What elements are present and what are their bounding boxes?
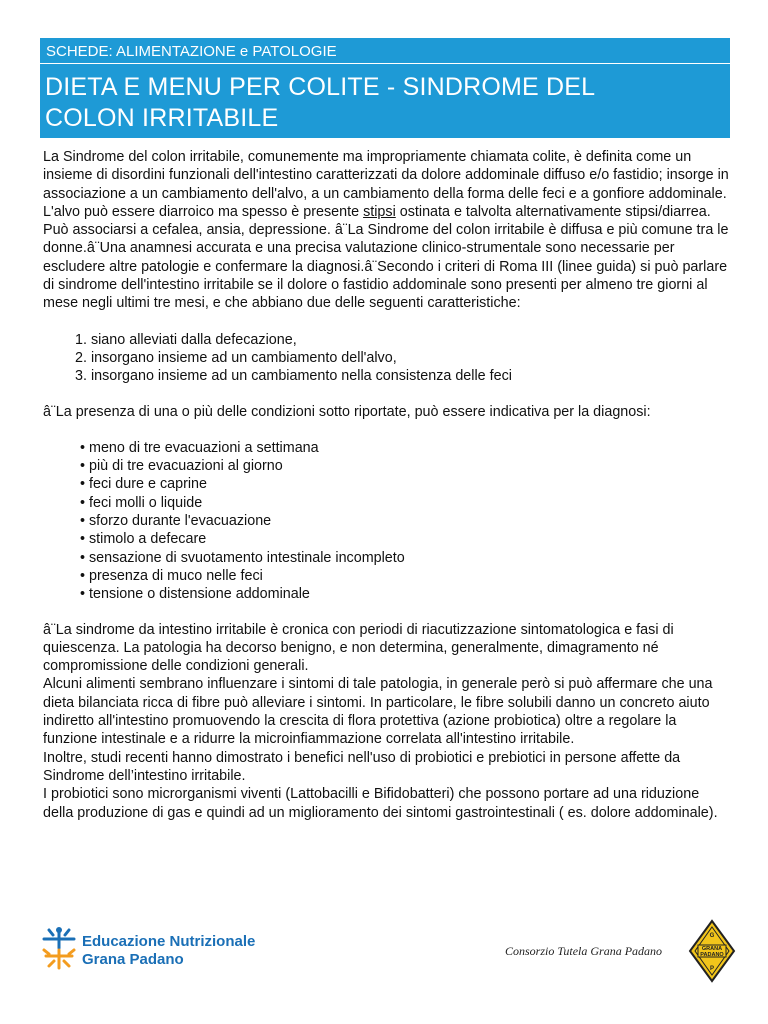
consorzio-signature: Consorzio Tutela Grana Padano bbox=[505, 944, 663, 958]
intro-text-1: La Sindrome del colon irritabile, comunemente ma impropriamente chiamata colite, è definita come un insieme di disordini funzionali dell'intestino caratterizzati da dolore addominale diffuso e/o fastidio; insorge in associazione a un cambiamento dell'alvo, a un cambiamento della forma delle feci e a gonfiore addominale. L'alvo può essere diarroico ma spesso è presente bbox=[43, 149, 729, 220]
list-item: • feci molli o liquide bbox=[80, 494, 730, 512]
conditions-list bbox=[43, 439, 730, 604]
intro-text-2: ostinata e talvolta alternativamente stipsi/diarrea. Può associarsi a cefalea, ansia, depressione. â¨La Sindrome del colon irritabile è diffusa e più comune tra le donne.â¨Una anamnesi accurata e una precisa valutazione clinico-strumentale sono necessarie per escludere altre patologie e confermare la diagnosi.â¨Secondo i criteri di Roma III (linee guida) si può parlare di sindrome dell'intestino irritabile se il dolore o fastidio addominale sono presenti per almeno tre giorni al mese negli ultimi tre mesi, e che abbiano due delle seguenti caratteristiche: bbox=[43, 203, 729, 312]
paragraph: Alcuni alimenti sembrano influenzare i sintomi di tale patologia, in generale però si può affermare che una dieta bilanciata ricca di fibre può alleviare i sintomi. In particolare, le fibre solubili danno un concreto aiuto indiretto all'intestino promuovendo la crescita di flora protettiva (azione probiotica) oltre a regolare la funzione intestinale e a ridurre la microinfiammazione correlata all'intestino irritabile. bbox=[43, 676, 713, 748]
educazione-nutrizionale-logo bbox=[40, 926, 280, 974]
list-item: 1. siano alleviati dalla defecazione, bbox=[75, 331, 297, 348]
list-item: • sforzo durante l'evacuazione bbox=[80, 512, 730, 530]
list-item: • stimolo a defecare bbox=[80, 530, 730, 548]
page-title bbox=[40, 64, 730, 138]
intro-paragraph bbox=[43, 148, 730, 313]
list-item: • presenza di muco nelle feci bbox=[80, 567, 730, 585]
article-body bbox=[40, 148, 730, 822]
list-item: • sensazione di svuotamento intestinale incompleto bbox=[80, 549, 730, 567]
snowflake-figure-icon bbox=[40, 926, 78, 972]
conditions-intro: â¨La presenza di una o più delle condizioni sotto riportate, può essere indicativa per la diagnosi: bbox=[43, 403, 651, 420]
list-item: • tensione o distensione addominale bbox=[80, 585, 730, 603]
paragraph: I probiotici sono microrganismi viventi (Lattobacilli e Bifidobatteri) che possono portare ad una riduzione della produzione di gas e quindi ad un miglioramento dei sintomi gastrointestinali ( es. dolore addominale). bbox=[43, 786, 718, 821]
list-item: • feci dure e caprine bbox=[80, 475, 730, 493]
paragraph: â¨La sindrome da intestino irritabile è cronica con periodi di riacutizzazione sintomatologica e fasi di quiescenza. La patologia ha decorso benigno, e non determina, generalmente, dimagramento né compromissione delle condizioni generali. bbox=[43, 621, 674, 675]
document-page bbox=[40, 38, 730, 822]
title-line-1: DIETA E MENU PER COLITE - SINDROME DEL bbox=[45, 73, 596, 101]
brand-line-1: Educazione Nutrizionale bbox=[82, 933, 256, 950]
grana-padano-logo bbox=[688, 919, 736, 983]
list-item: 2. insorgano insieme ad un cambiamento dell'alvo, bbox=[75, 349, 397, 366]
logo-text-grana: GRANA bbox=[701, 946, 723, 952]
logo-text-padano: PADANO bbox=[700, 952, 724, 958]
criteria-list bbox=[43, 331, 730, 386]
stipsi-link[interactable]: stipsi bbox=[363, 203, 396, 220]
brand-name bbox=[82, 933, 255, 969]
title-line-2: COLON IRRITABILE bbox=[45, 104, 279, 132]
brand-line-2: Grana Padano bbox=[82, 951, 184, 968]
category-header: SCHEDE: ALIMENTAZIONE e PATOLOGIE bbox=[40, 38, 730, 64]
logo-letter-p: P bbox=[709, 966, 715, 972]
list-item: • meno di tre evacuazioni a settimana bbox=[80, 439, 730, 457]
paragraph: Inoltre, studi recenti hanno dimostrato i benefici nell'uso di probiotici e prebiotici in persone affette da Sindrome dell’intestino irritabile. bbox=[43, 749, 681, 784]
list-item: 3. insorgano insieme ad un cambiamento nella consistenza delle feci bbox=[75, 368, 512, 385]
logo-letter-g: G bbox=[709, 933, 715, 939]
list-item: • più di tre evacuazioni al giorno bbox=[80, 457, 730, 475]
